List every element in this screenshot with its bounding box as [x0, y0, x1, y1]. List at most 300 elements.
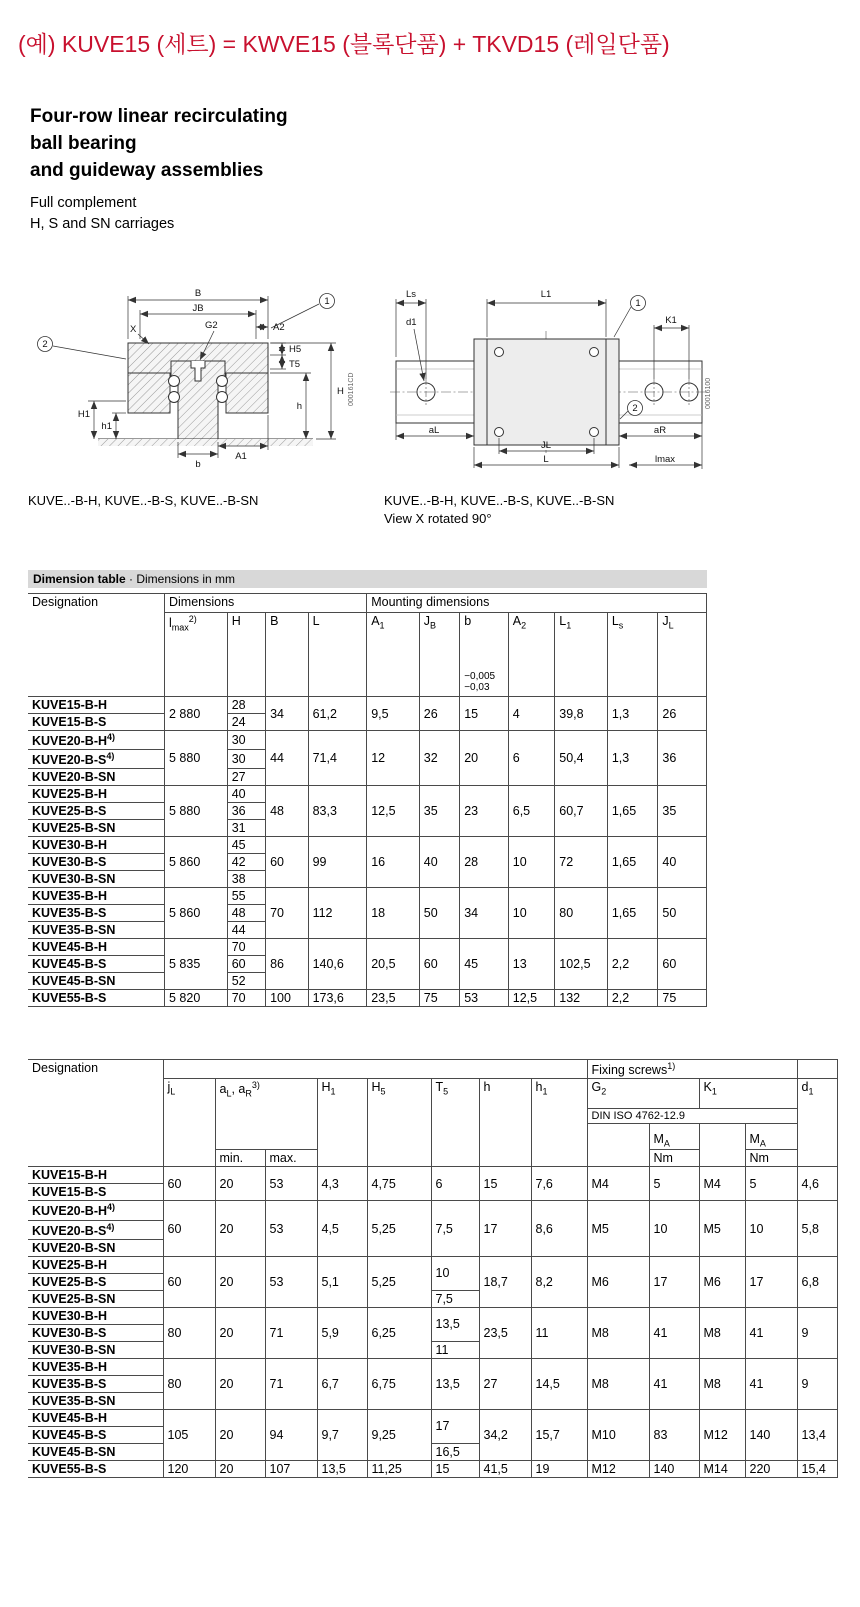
- Ls-cell: 2,2: [607, 990, 658, 1007]
- col-header-h: h: [479, 1079, 531, 1167]
- L-cell: 173,6: [308, 990, 367, 1007]
- col-header-d1: $d_1$: [797, 1079, 837, 1167]
- designation-cell: KUVE25-B-H: [28, 786, 165, 803]
- L-cell: 83,3: [308, 786, 367, 837]
- designation-cell: KUVE25-B-H: [28, 1256, 163, 1273]
- MA-G2-cell: 41: [649, 1307, 699, 1358]
- dim-label-h1: h1: [101, 421, 112, 432]
- h-cell: 27: [479, 1358, 531, 1409]
- G2-cell: M12: [587, 1460, 649, 1477]
- jL-cell: 120: [163, 1460, 215, 1477]
- H-cell: 40: [227, 786, 265, 803]
- table1-row: [28, 837, 707, 854]
- MA-G2-cell: 17: [649, 1256, 699, 1307]
- aR-max-cell: 53: [265, 1167, 317, 1201]
- H-cell: 24: [227, 714, 265, 731]
- designation-cell: KUVE30-B-SN: [28, 1341, 163, 1358]
- H1-cell: 4,5: [317, 1201, 367, 1256]
- A2-cell: 6: [508, 731, 555, 786]
- A1-cell: 12,5: [367, 786, 420, 837]
- col-header-A2: $A_2$: [508, 613, 555, 697]
- T5-cell: 15: [431, 1460, 479, 1477]
- aR-max-cell: 53: [265, 1201, 317, 1256]
- aL-min-cell: 20: [215, 1409, 265, 1460]
- MA-G2-cell: 140: [649, 1460, 699, 1477]
- sub-heading: [30, 193, 860, 235]
- h1-cell: 19: [531, 1460, 587, 1477]
- heading-line-2: ball bearing: [30, 133, 137, 154]
- col-header-L: L: [308, 613, 367, 697]
- callout-1: 1: [324, 296, 330, 308]
- designation-cell: KUVE25-B-SN: [28, 1290, 163, 1307]
- cross-section-diagram: [28, 281, 360, 479]
- dim-label-d1: d1: [406, 317, 417, 328]
- T5-cell: 6: [431, 1167, 479, 1201]
- col-header-max: max.: [265, 1150, 317, 1167]
- G2-cell: M10: [587, 1409, 649, 1460]
- H-cell: 55: [227, 888, 265, 905]
- d1-cell: 5,8: [797, 1201, 837, 1256]
- designation-cell: KUVE20-B-SN: [28, 1239, 163, 1256]
- JB-cell: 26: [419, 697, 459, 731]
- designation-cell: KUVE35-B-H: [28, 888, 165, 905]
- b-cell: 53: [460, 990, 509, 1007]
- H-cell: 70: [227, 939, 265, 956]
- JL-cell: 35: [658, 786, 707, 837]
- designation-cell: $KUVE20-B-H^{4)}$: [28, 1201, 163, 1220]
- Ls-cell: 1,3: [607, 697, 658, 731]
- G2-cell: M4: [587, 1167, 649, 1201]
- MA-G2-cell: 83: [649, 1409, 699, 1460]
- T5-cell: 13,5: [431, 1358, 479, 1409]
- col-header-MA-2: $M_A$: [745, 1124, 797, 1150]
- lmax-cell: 5 880: [165, 786, 228, 837]
- B-cell: 48: [266, 786, 308, 837]
- dim-label-JB: JB: [192, 303, 204, 314]
- G2-cell: M5: [587, 1201, 649, 1256]
- col-group-dimensions: Dimensions: [165, 594, 367, 613]
- A1-cell: 18: [367, 888, 420, 939]
- dimension-table-2: [28, 1059, 838, 1477]
- MA-K1-cell: 220: [745, 1460, 797, 1477]
- L-cell: 112: [308, 888, 367, 939]
- subheading-line-2: H, S and SN carriages: [30, 216, 175, 232]
- main-heading: [30, 103, 860, 184]
- caption-line-2: View X rotated 90°: [384, 511, 492, 526]
- header-spacer: [797, 1060, 837, 1079]
- dim-label-K1: K1: [665, 315, 677, 326]
- designation-cell: KUVE45-B-H: [28, 1409, 163, 1426]
- H-cell: 48: [227, 905, 265, 922]
- aR-max-cell: 71: [265, 1307, 317, 1358]
- callout-2: 2: [42, 339, 48, 351]
- aR-max-cell: 53: [265, 1256, 317, 1307]
- H5-cell: 6,25: [367, 1307, 431, 1358]
- col-header-H1: $H_1$: [317, 1079, 367, 1167]
- col-header-T5: $T_5$: [431, 1079, 479, 1167]
- dim-label-A1: A1: [235, 451, 247, 462]
- JL-cell: 50: [658, 888, 707, 939]
- h1-cell: 8,2: [531, 1256, 587, 1307]
- col-header-B: B: [266, 613, 308, 697]
- designation-cell: KUVE45-B-S: [28, 1426, 163, 1443]
- table1-row: [28, 731, 707, 750]
- table2-row: [28, 1167, 837, 1184]
- d1-cell: 13,4: [797, 1409, 837, 1460]
- bar-bold-text: Dimension table: [33, 572, 126, 586]
- d1-cell: 9: [797, 1358, 837, 1409]
- drawing-code: 00016100: [705, 377, 712, 409]
- dim-label-h: h: [296, 401, 302, 412]
- H-cell: 70: [227, 990, 265, 1007]
- H-cell: 30: [227, 731, 265, 750]
- col-group-mounting: Mounting dimensions: [367, 594, 707, 613]
- MA-K1-cell: 140: [745, 1409, 797, 1460]
- JL-cell: 75: [658, 990, 707, 1007]
- H-cell: 27: [227, 769, 265, 786]
- L-cell: 71,4: [308, 731, 367, 786]
- h1-cell: 11: [531, 1307, 587, 1358]
- jL-cell: 60: [163, 1256, 215, 1307]
- h-cell: 17: [479, 1201, 531, 1256]
- table1-row: [28, 888, 707, 905]
- dim-label-H: H: [337, 386, 344, 397]
- MA-G2-cell: 10: [649, 1201, 699, 1256]
- JB-cell: 35: [419, 786, 459, 837]
- T5-cell: 7,5: [431, 1201, 479, 1256]
- T5-cell: 17: [431, 1409, 479, 1443]
- b-cell: 20: [460, 731, 509, 786]
- heading-line-3: and guideway assemblies: [30, 160, 264, 181]
- designation-cell: KUVE45-B-H: [28, 939, 165, 956]
- h1-cell: 7,6: [531, 1167, 587, 1201]
- JL-cell: 60: [658, 939, 707, 990]
- col-header-L1: $L_1$: [555, 613, 608, 697]
- col-header-A1: $A_1$: [367, 613, 420, 697]
- jL-cell: 60: [163, 1167, 215, 1201]
- MA-G2-cell: 5: [649, 1167, 699, 1201]
- L-cell: 61,2: [308, 697, 367, 731]
- d1-cell: 15,4: [797, 1460, 837, 1477]
- designation-cell: KUVE35-B-SN: [28, 1392, 163, 1409]
- designation-cell: KUVE55-B-S: [28, 990, 165, 1007]
- designation-cell: KUVE35-B-S: [28, 1375, 163, 1392]
- dim-label-aL: aL: [428, 425, 440, 436]
- b-cell: 23: [460, 786, 509, 837]
- designation-cell: KUVE55-B-S: [28, 1460, 163, 1477]
- dim-label-A2: A2: [273, 322, 285, 333]
- col-header-K1: $K_1$: [699, 1079, 797, 1109]
- designation-cell: KUVE35-B-SN: [28, 922, 165, 939]
- col-header-designation: Designation: [28, 1060, 163, 1167]
- designation-cell: KUVE30-B-H: [28, 837, 165, 854]
- Ls-cell: 1,65: [607, 837, 658, 888]
- H1-cell: 9,7: [317, 1409, 367, 1460]
- H5-cell: 4,75: [367, 1167, 431, 1201]
- col-header-aL-aR: $a_L$, $a_R^{3)}$: [215, 1079, 317, 1109]
- aR-max-cell: 94: [265, 1409, 317, 1460]
- col-header-lmax: $l_{max}^{2)}$: [165, 613, 228, 697]
- dim-label-H1: H1: [77, 409, 90, 420]
- A1-cell: 9,5: [367, 697, 420, 731]
- MA-K1-cell: 41: [745, 1358, 797, 1409]
- B-cell: 70: [266, 888, 308, 939]
- d1-cell: 9: [797, 1307, 837, 1358]
- T5-cell: 10: [431, 1256, 479, 1290]
- aL-min-cell: 20: [215, 1307, 265, 1358]
- caption-line-1: KUVE..-B-H, KUVE..-B-S, KUVE..-B-SN: [384, 493, 615, 508]
- bar-rest-text: · Dimensions in mm: [125, 572, 236, 586]
- MA-K1-cell: 41: [745, 1307, 797, 1358]
- b-cell: 28: [460, 837, 509, 888]
- table1-row: [28, 990, 707, 1007]
- col-header-h1: $h_1$: [531, 1079, 587, 1167]
- h-cell: 18,7: [479, 1256, 531, 1307]
- designation-cell: KUVE45-B-SN: [28, 973, 165, 990]
- A1-cell: 16: [367, 837, 420, 888]
- aL-min-cell: 20: [215, 1201, 265, 1256]
- designation-cell: KUVE15-B-S: [28, 714, 165, 731]
- subheading-line-1: Full complement: [30, 195, 137, 211]
- dim-label-G2: G2: [205, 320, 218, 331]
- JL-cell: 36: [658, 731, 707, 786]
- K1-cell: M12: [699, 1409, 745, 1460]
- A2-cell: 13: [508, 939, 555, 990]
- designation-cell: KUVE30-B-S: [28, 1324, 163, 1341]
- H-cell: 31: [227, 820, 265, 837]
- table2-row: [28, 1358, 837, 1375]
- lmax-cell: 5 835: [165, 939, 228, 990]
- L-cell: 99: [308, 837, 367, 888]
- col-header-H: H: [227, 613, 265, 697]
- col-header-designation: Designation: [28, 594, 165, 697]
- A1-cell: 12: [367, 731, 420, 786]
- lmax-cell: 5 860: [165, 888, 228, 939]
- K1-cell: M8: [699, 1358, 745, 1409]
- designation-cell: KUVE30-B-S: [28, 854, 165, 871]
- col-header-din-iso: DIN ISO 4762-12.9: [587, 1109, 797, 1124]
- designation-cell: KUVE15-B-S: [28, 1184, 163, 1201]
- d1-cell: 6,8: [797, 1256, 837, 1307]
- designation-cell: KUVE35-B-H: [28, 1358, 163, 1375]
- designation-cell: KUVE45-B-SN: [28, 1443, 163, 1460]
- dim-label-L: L: [543, 454, 549, 465]
- header-spacer: [699, 1150, 745, 1167]
- h1-cell: 8,6: [531, 1201, 587, 1256]
- col-header-G2: $G_2$: [587, 1079, 699, 1109]
- L1-cell: 50,4: [555, 731, 608, 786]
- dim-label-B: B: [194, 288, 202, 299]
- designation-cell: KUVE15-B-H: [28, 1167, 163, 1184]
- B-cell: 34: [266, 697, 308, 731]
- designation-cell: $KUVE20-B-H^{4)}$: [28, 731, 165, 750]
- col-header-JL: $J_L$: [658, 613, 707, 697]
- carriage-cross-section: [98, 343, 313, 446]
- L1-cell: 102,5: [555, 939, 608, 990]
- col-header-Nm-2: Nm: [745, 1150, 797, 1167]
- table2-row: [28, 1201, 837, 1220]
- MA-K1-cell: 17: [745, 1256, 797, 1307]
- aL-min-cell: 20: [215, 1256, 265, 1307]
- col-header-min: min.: [215, 1150, 265, 1167]
- designation-cell: $KUVE20-B-S^{4)}$: [28, 1220, 163, 1239]
- h-cell: 34,2: [479, 1409, 531, 1460]
- lmax-cell: 5 860: [165, 837, 228, 888]
- h-cell: 41,5: [479, 1460, 531, 1477]
- aL-min-cell: 20: [215, 1358, 265, 1409]
- designation-cell: KUVE25-B-SN: [28, 820, 165, 837]
- h-cell: 23,5: [479, 1307, 531, 1358]
- T5-cell: 13,5: [431, 1307, 479, 1341]
- designation-cell: KUVE30-B-SN: [28, 871, 165, 888]
- table2-row: [28, 1409, 837, 1426]
- aR-max-cell: 71: [265, 1358, 317, 1409]
- G2-cell: M8: [587, 1307, 649, 1358]
- H5-cell: 5,25: [367, 1256, 431, 1307]
- designation-cell: KUVE25-B-S: [28, 803, 165, 820]
- H-cell: 45: [227, 837, 265, 854]
- A2-cell: 12,5: [508, 990, 555, 1007]
- L-cell: 140,6: [308, 939, 367, 990]
- H-cell: 38: [227, 871, 265, 888]
- header-spacer: [699, 1124, 745, 1150]
- A2-cell: 10: [508, 837, 555, 888]
- header-spacer: [587, 1124, 649, 1150]
- JL-cell: 40: [658, 837, 707, 888]
- figure-side-view: [384, 281, 716, 528]
- dim-label-L1: L1: [540, 289, 552, 300]
- col-header-JB: $J_B$: [419, 613, 459, 697]
- H-cell: 30: [227, 750, 265, 769]
- A1-cell: 20,5: [367, 939, 420, 990]
- col-header-b: b: [460, 613, 509, 667]
- col-group-fixing-screws: Fixing screws$^{1)}$: [587, 1060, 797, 1079]
- Ls-cell: 1,65: [607, 786, 658, 837]
- b-cell: 45: [460, 939, 509, 990]
- T5-cell: 11: [431, 1341, 479, 1358]
- JB-cell: 40: [419, 837, 459, 888]
- heading-line-1: Four-row linear recirculating: [30, 106, 288, 127]
- B-cell: 60: [266, 837, 308, 888]
- jL-cell: 105: [163, 1409, 215, 1460]
- MA-G2-cell: 41: [649, 1358, 699, 1409]
- H-cell: 36: [227, 803, 265, 820]
- aL-min-cell: 20: [215, 1460, 265, 1477]
- L1-cell: 60,7: [555, 786, 608, 837]
- dim-label-X: X: [130, 324, 137, 335]
- h1-cell: 15,7: [531, 1409, 587, 1460]
- B-cell: 100: [266, 990, 308, 1007]
- designation-cell: KUVE15-B-H: [28, 697, 165, 714]
- H5-cell: 9,25: [367, 1409, 431, 1460]
- H5-cell: 5,25: [367, 1201, 431, 1256]
- col-header-Nm-1: Nm: [649, 1150, 699, 1167]
- K1-cell: M8: [699, 1307, 745, 1358]
- side-view-diagram: [384, 281, 716, 479]
- B-cell: 44: [266, 731, 308, 786]
- jL-cell: 80: [163, 1307, 215, 1358]
- Ls-cell: 1,3: [607, 731, 658, 786]
- jL-cell: 60: [163, 1201, 215, 1256]
- H1-cell: 5,1: [317, 1256, 367, 1307]
- col-header-Ls: $L_s$: [607, 613, 658, 697]
- K1-cell: M4: [699, 1167, 745, 1201]
- JL-cell: 26: [658, 697, 707, 731]
- dim-label-Ls: Ls: [405, 289, 417, 300]
- H5-cell: 6,75: [367, 1358, 431, 1409]
- H1-cell: 4,3: [317, 1167, 367, 1201]
- table1-row: [28, 697, 707, 714]
- JB-cell: 32: [419, 731, 459, 786]
- figure-cross-section: [28, 281, 360, 528]
- designation-cell: KUVE30-B-H: [28, 1307, 163, 1324]
- A2-cell: 4: [508, 697, 555, 731]
- callout-1: 1: [635, 298, 641, 310]
- dim-label-T5: T5: [289, 359, 301, 370]
- T5-cell: 16,5: [431, 1443, 479, 1460]
- Ls-cell: 1,65: [607, 888, 658, 939]
- JB-cell: 50: [419, 888, 459, 939]
- L1-cell: 80: [555, 888, 608, 939]
- H-cell: 28: [227, 697, 265, 714]
- table1-row: [28, 786, 707, 803]
- L1-cell: 72: [555, 837, 608, 888]
- d1-cell: 4,6: [797, 1167, 837, 1201]
- H5-cell: 11,25: [367, 1460, 431, 1477]
- H1-cell: 6,7: [317, 1358, 367, 1409]
- table1-row: [28, 939, 707, 956]
- K1-cell: M14: [699, 1460, 745, 1477]
- H-cell: 44: [227, 922, 265, 939]
- designation-cell: KUVE20-B-SN: [28, 769, 165, 786]
- L1-cell: 39,8: [555, 697, 608, 731]
- dim-label-H5: H5: [289, 344, 302, 355]
- A2-cell: 6,5: [508, 786, 555, 837]
- dimension-table-bar: [28, 570, 707, 588]
- header-spacer: [163, 1060, 587, 1079]
- page-title-korean: (예) KUVE15 (세트) = KWVE15 (블록단품) + TKVD15 (레일단품): [18, 31, 670, 57]
- dimension-table-1: [28, 593, 707, 1007]
- JB-cell: 60: [419, 939, 459, 990]
- MA-K1-cell: 5: [745, 1167, 797, 1201]
- table2-row: [28, 1460, 837, 1477]
- A2-cell: 10: [508, 888, 555, 939]
- dim-label-JL: JL: [540, 440, 552, 451]
- header-spacer: [215, 1109, 317, 1150]
- figure-row: [28, 281, 860, 528]
- dim-label-aR: aR: [653, 425, 667, 436]
- K1-cell: M5: [699, 1201, 745, 1256]
- h1-cell: 14,5: [531, 1358, 587, 1409]
- H-cell: 52: [227, 973, 265, 990]
- carriage-side-view: [474, 339, 619, 445]
- JB-cell: 75: [419, 990, 459, 1007]
- H1-cell: 5,9: [317, 1307, 367, 1358]
- figure-caption-right: [384, 492, 716, 528]
- K1-cell: M6: [699, 1256, 745, 1307]
- col-header-H5: $H_5$: [367, 1079, 431, 1167]
- MA-K1-cell: 10: [745, 1201, 797, 1256]
- table2-row: [28, 1256, 837, 1273]
- lmax-cell: 5 880: [165, 731, 228, 786]
- lmax-cell: 5 820: [165, 990, 228, 1007]
- dim-label-lmax: lmax: [654, 454, 676, 465]
- h-cell: 15: [479, 1167, 531, 1201]
- designation-cell: KUVE35-B-S: [28, 905, 165, 922]
- Ls-cell: 2,2: [607, 939, 658, 990]
- lmax-cell: 2 880: [165, 697, 228, 731]
- designation-cell: KUVE45-B-S: [28, 956, 165, 973]
